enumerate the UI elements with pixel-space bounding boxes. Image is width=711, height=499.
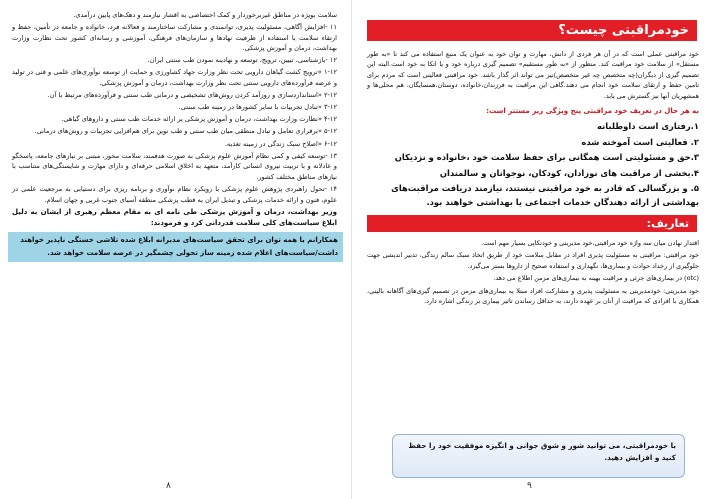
body-paragraph: ۲-۱۲ «استانداردسازی و روزآمد کردن روش‌های تشخیصی و درمانی طب سنتی و فرآورده‌های مرتبط با آن. (47, 91, 337, 100)
definition-paragraph: اقتدار نهادن میان سه واژه خود مراقبتی،خود مدیریتی و خودتکاپی بسیار مهم است. (480, 239, 699, 248)
body-paragraph: ۵-۱۲ «برقراری تعامل و تبادل منطقی میان طب سنتی و طب نوین برای هم‌افزایی تجربیات و روش‌های درمانی. (34, 127, 337, 136)
feature-item: ۳.حق و مسئولیتی است همگانی برای حفظ سلامت خود ،خانواده و نزدیکان (394, 152, 699, 163)
page-number: ۹ (527, 481, 532, 491)
definition-paragraph: خود مراقبتی: مراقبتی به مسئولیت پذیری افراد در مقابل سلامت خود از طریق اتخاذ سبک سالم زندگی، تدبیر اندیشی جهت جلوگیری از رخداد حوادث و بیماری‌ها، نگهداری و استفاده صحیح از داروها بستر می‌گیرد. (367, 251, 699, 270)
page-9 (355, 0, 711, 499)
selfcare-callout-box: با خودمراقبتی، می توانید شور و شوق جوانی و انگیزه موفقیت خود را حفظ کنید و افزایش دهید. (392, 434, 685, 478)
feature-item: ۱.رفتاری است داوطلبانه (597, 121, 699, 132)
definition-paragraph: خود مدیریتی: خودمدیریتی به مسئولیت پذیری و مشارکت افراد مبتلا به بیماری‌های مزمن در تصمیم گیری‌های آگاهانه بالینی، همکاری با افرادی که مراقبت از آنان بر عهده دارند، به حداقل رساندن تاثیر بیماری بر زندگی اشاره دارد. (367, 286, 699, 306)
feature-item: ۵. و بزرگسالی که قادر به خود مراقبتی نیستند، نیازمند دریافت مراقبت‌های بهداشتی از ارائه دهندگان خدمات اجتماعی یا بهداشتی خواهند بود. (391, 183, 699, 207)
page-title: خودمراقبتی چیست؟ (367, 20, 697, 41)
body-paragraph: ۴-۱۲ «نظارت وزارت بهداشت، درمان و آموزش پزشکی بر ارائه خدمات طب سنتی و داروهای گیاهی. (61, 115, 337, 124)
body-paragraph: ۱-۱۲ «ترویج کشت گیاهان دارویی تحت نظر وزارت جهاد کشاورزی و حمایت از توسعه نوآوری‌های علمی و فنی در تولید و عرضه فرآورده‌های دارویی سنتی تحت نظر وزارت بهداشت، درمان و آموزش پزشکی. (12, 68, 337, 88)
intro-paragraph: خود مراقبتی عملی است که در آن هر فردی از دانش، مهارت و توان خود به عنوان یک منبع استفاده می کند تا «به طور مستقل» از سلامت خود مراقبت کند. منظور از «به طور مستقیم» تصمیم گیری درباره خود و یا اتکا به خود است.البته این تصمیم گیری از دیگران(چه متخصص چه غیر متخصص)نیز می تواند اثر گذار باشد. خود مراقبتی فعالیتی است که مردم برای تامین حفظ و ارتقای سلامت خود انجام می دهند.گاهی این مراقبت به فرزندان،خانواده، دوستان،همسایگان، هم محلی‌ها و همشهریان آنها نیز گسترش می یابد. (367, 50, 699, 100)
body-paragraph: ۶-۱۲ «اصلاح سبک زندگی در زمینه تغذیه. (224, 139, 337, 148)
body-paragraph: ۱۴ -تحول راهبردی پژوهش علوم پزشکی با رویکرد نظام نوآوری و برنامه ریزی برای دستیابی به مرجعیت علمی در علوم، فنون و ارائه خدمات پزشکی و تبدیل ایران به قطب پزشکی منطقه آسیای جنوب غربی و جهان اسلام. (12, 184, 337, 204)
body-paragraph: سلامت بویژه در مناطق غیربرخوردار و کمک اختصاصی به اقشار نیازمند و دهک‌های پایین درآمدی. (73, 11, 337, 19)
highlighted-quote: همکارانم با همه توان برای تحقق سیاست‌های مدبرانه ابلاغ شده تلاشی خستگی ناپذیر خواهند داشت/سیاست‌های اعلام شده زمینه ساز تحولی چشمگیر در عرصه سلامت خواهد شد. (8, 232, 343, 262)
features-heading: به هر حال در تعریف خود مراقبتی پنج ویژگی زیر مستتر است: (486, 107, 699, 116)
body-paragraph: ۱۲ -بازشناسی، تبیین، ترویج، توسعه و نهادینه نمودن طب سنتی ایران. (147, 56, 337, 65)
body-paragraph: ۳-۱۲ «تبادل تجربیات با سایر کشورها در زمینه طب سنتی. (178, 103, 337, 112)
feature-item: ۲. فعالیتی است آموخته شده (581, 136, 699, 147)
body-paragraph: ۱۱ -افزایش آگاهی، مسئولیت پذیری، توانمندی و مشارکت ساختارمند و فعالانه فرد، خانواده و جامعه در تأمین، حفظ و ارتقاء سلامت با استفاده از ظرفیت نهادها و سازمان‌های فرهنگی، آموزشی و رسانه‌ای کشور تحت نظارت وزارت بهداشت، درمان و آموزش پزشکی. (12, 23, 337, 53)
page-8 (0, 0, 352, 499)
minister-letter-paragraph: وزیر بهداشت، درمان و آموزش پزشکی طی نامه ای به مقام معظم رهبری از ایشان به دلیل ابلاغ سیاست‌های کلی سلامت قدردانی کرد و فرمودند: (12, 207, 337, 227)
feature-item: ۴.بخشی از مراقبت های نوزادان، کودکان، نوجوانان و سالمندان (439, 167, 699, 178)
page-number: ۸ (166, 481, 171, 491)
definition-paragraph: (otc) در بیماری‌های جزئی و مراقبت بهینه به بیماری‌های مزمن اطلاع می دهد. (493, 274, 699, 283)
body-paragraph: ۱۳ -توسعه کیفی و کمی نظام آموزش علوم پزشکی به صورت هدفمند، سلامت محور، مبتنی بر نیازهای جامعه، پاسخگو و عادلانه و با تربیت نیروی انسانی کارآمد، متعهد به اخلاق اسلامی حرفه‌ای و دارای مهارت و شایستگی‌های متناسب با نیازهای مناطق مختلف کشور. (12, 151, 337, 181)
definitions-heading: تعاریف: (367, 215, 697, 232)
